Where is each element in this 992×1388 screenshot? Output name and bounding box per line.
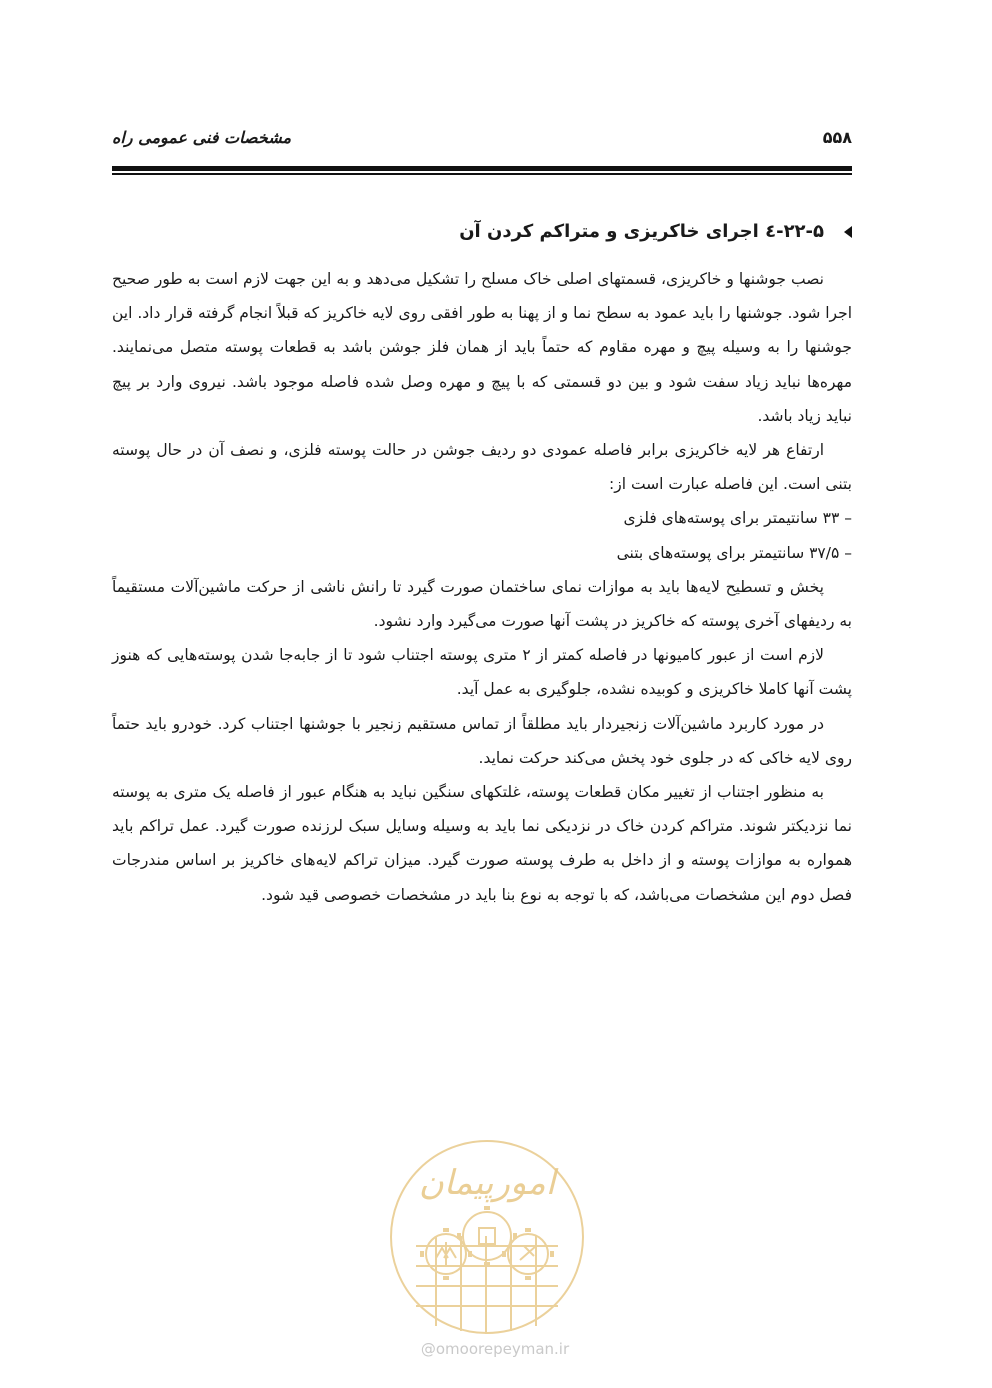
bullet-arrow-icon [844,226,852,238]
watermark-seal-icon [386,1136,588,1338]
paragraph: نصب جوشنها و خاکریزی، قسمتهای اصلی خاک مسلح را تشکیل می‌دهد و به این جهت لازم است به طور صحیح اجرا شود. جوشنها را باید عمود به سطح نما و از پهنا به طور افقی روی لایه خاکریز که قبلاً انجام گرفته قرار داد. این جوشنها را به وسیله پیچ و مهره مقاوم که حتماً باید از همان فلز جوشن باشد به قطعات پوسته متصل می‌نمایند. مهره‌ها نباید زیاد سفت شود و بین دو قسمتی که با پیچ و مهره وصل شده فاصله موجود باشد. نیروی وارد بر پیچ نباید زیاد باشد. [112,270,852,425]
body-text [112,262,852,912]
paragraph: در مورد کاربرد ماشین‌آلات زنجیردار باید مطلقاً از تماس مستقیم زنجیر با جوشنها اجتناب کرد. خودرو باید حتماً روی لایه خاکی که در جلوی خود پخش می‌کند حرکت نماید. [112,714,852,767]
watermark-logo [386,1136,588,1338]
header-rule-thick [112,166,852,171]
section-heading-text: ۲۲-۵-٤ اجرای خاکریزی و متراکم کردن آن [459,221,824,242]
watermark-logo-text: امورپیمان [418,1163,556,1203]
paragraph: پخش و تسطیح لایه‌ها باید به موازات نمای ساختمان صورت گیرد تا رانش ناشی از حرکت ماشین‌آلات مستقیماً به ردیفهای آخری پوسته که خاکریز در پشت آنها صورت می‌گیرد وارد نشود. [112,577,852,631]
list-item: – ۳۷/۵ سانتیمتر برای پوسته‌های بتنی [616,543,852,562]
header-rule-thin [112,173,852,175]
page-header [112,128,852,154]
paragraph: لازم است از عبور کامیونها در فاصله کمتر از ۲ متری پوسته اجتناب شود تا از جابه‌جا شدن پوسته‌هایی که هنوز پشت آنها کاملا خاکریزی و کوبیده نشده، جلوگیری به عمل آید. [112,646,852,699]
paragraph: به منظور اجتناب از تغییر مکان قطعات پوسته، غلتکهای سنگین نباید به هنگام عبور از فاصله یک متری به پوسته نما نزدیکتر شوند. متراکم کردن خاک در نزدیکی نما باید به وسیله وسایل سبک لرزنده صورت گیرد. عمل تراکم باید همواره به موازات پوسته و از داخل به طرف پوسته صورت گیرد. میزان تراکم لایه‌های خاکریز بر اساس مندرجات فصل دوم این مشخصات می‌باشد، که با توجه به نوع بنا باید در مشخصات خصوصی قید شود. [112,783,852,904]
list-item: – ۳۳ سانتیمتر برای پوسته‌های فلزی [623,509,852,528]
running-title: مشخصات فنی عمومی راه [112,128,292,147]
page-number: ۵۵۸ [822,128,852,147]
watermark-site-text: @omoorepeyman.ir [420,1340,570,1358]
paragraph: ارتفاع هر لایه خاکریزی برابر فاصله عمودی دو ردیف جوشن در حالت پوسته فلزی، و نصف آن در حال پوسته بتنی است. این فاصله عبارت است از: [112,441,852,494]
section-heading [112,219,852,245]
